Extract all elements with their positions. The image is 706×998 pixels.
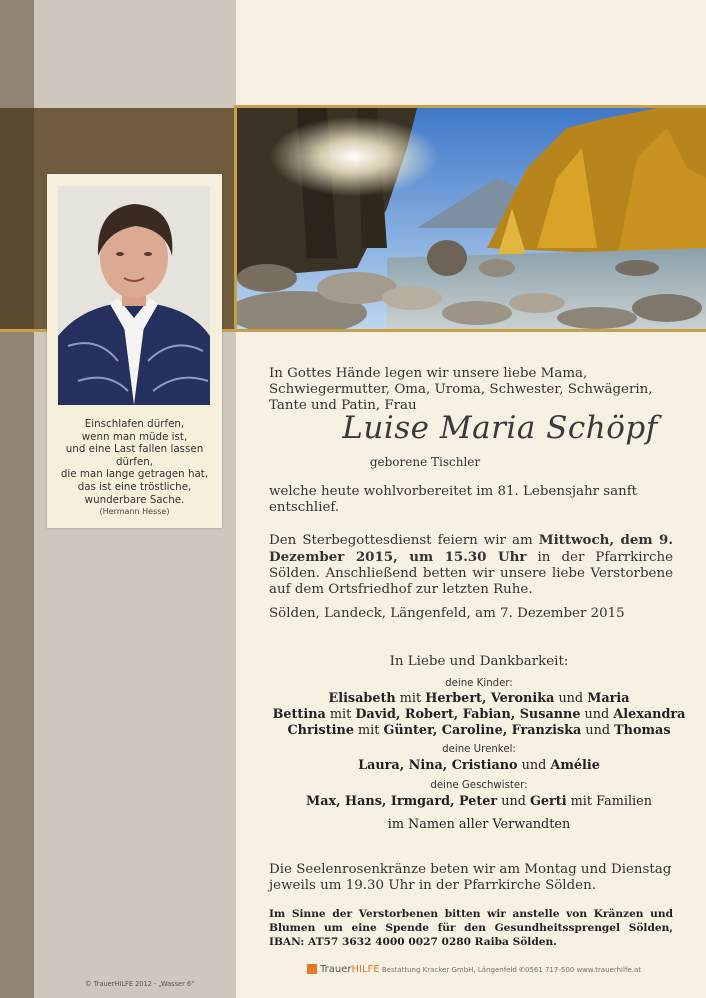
spouse-names: Herbert, Veronika: [425, 691, 555, 706]
spouse-names: Günter, Caroline, Franziska: [383, 723, 582, 738]
service-pre: Den Sterbegottesdienst feiern wir am: [269, 533, 539, 548]
quote-line: und eine Last fallen lassen dürfen,: [65, 443, 204, 468]
quote-line: wunderbare Sache.: [84, 493, 185, 506]
gratitude-heading: In Liebe und Dankbarkeit:: [389, 654, 569, 669]
service-text: [269, 532, 673, 598]
quote-attribution: (Hermann Hesse): [99, 507, 170, 517]
relatives-line: im Namen aller Verwandten: [387, 817, 571, 832]
portrait-photo: [58, 186, 210, 405]
connector: und: [554, 691, 588, 706]
landscape-photo: [237, 108, 706, 329]
connector: und: [497, 794, 530, 809]
connector: mit: [395, 691, 426, 706]
great-grandchild-name: Amélie: [550, 758, 600, 773]
passing-text: welche heute wohlvorbereitet im 81. Lebensjahr sanft entschlief.: [269, 484, 638, 515]
spouse-names: Alexandra: [613, 707, 686, 722]
siblings-suffix: mit Familien: [566, 794, 652, 809]
child-name: Elisabeth: [328, 691, 396, 706]
great-grandchildren-heading: deine Urenkel:: [442, 744, 516, 755]
footer-copyright: © TrauerHILFE 2012 - „Wasser 6“: [85, 980, 195, 988]
maiden-name: geborene Tischler: [369, 455, 481, 469]
spouse-names: Thomas: [614, 723, 671, 738]
connector: und: [581, 723, 615, 738]
spouse-names: Maria: [587, 691, 630, 706]
children-line: [269, 707, 689, 723]
quote-line: Einschlafen dürfen,: [84, 418, 185, 430]
donation-text: Im Sinne der Verstorbenen bitten wir anstelle von Kränzen und Blumen um eine Spende für den Gesundheitssprengel Sölden, IBAN: AT57 3632 4000 0027 0280 Raiba Sölden.: [269, 908, 673, 948]
connector: mit: [353, 723, 384, 738]
great-grandchildren-names: Laura, Nina, Cristiano: [358, 758, 518, 773]
children-line: [269, 691, 689, 707]
sibling-names: Max, Hans, Irmgard, Peter: [306, 794, 498, 809]
connector: und: [517, 758, 551, 773]
children-line: [269, 723, 689, 739]
intro-text: In Gottes Hände legen wir unsere liebe Mama, Schwiegermutter, Oma, Uroma, Schwester, Schwägerin, Tante und Patin, Frau: [269, 366, 653, 413]
footer-contact: Bestattung Kracker GmbH, Längenfeld ✆0561 717-500 www.trauerhilfe.at: [379, 966, 641, 974]
child-name: Bettina: [272, 707, 326, 722]
sibling-name: Gerti: [529, 794, 567, 809]
place-date: Sölden, Landeck, Längenfeld, am 7. Dezember 2015: [269, 606, 625, 621]
service-date: Mittwoch, dem 9. Dezember 2015, um 15.30 Uhr: [269, 532, 673, 565]
siblings-line: [269, 794, 689, 810]
brand-part: HILFE: [351, 964, 380, 975]
connector: mit: [325, 707, 356, 722]
children-heading: deine Kinder:: [445, 678, 513, 689]
service-post: in der Pfarrkirche Sölden. Anschließend betten wir unsere liebe Verstorbene auf dem Ortsfriedhof zur letzten Ruhe.: [269, 550, 673, 597]
quote-line: das ist eine tröstliche,: [77, 480, 192, 493]
gold-rule-bottom: [236, 329, 706, 332]
footer-brand: [320, 964, 380, 975]
trauerhilfe-logo-icon: [307, 964, 317, 974]
quote-line: wenn man müde ist,: [81, 430, 188, 443]
quote-line: die man lange getragen hat,: [60, 468, 209, 481]
connector: und: [580, 707, 614, 722]
footer-company: [307, 964, 641, 975]
siblings-heading: deine Geschwister:: [430, 780, 528, 791]
child-name: Christine: [287, 723, 354, 738]
deceased-name: Luise Maria Schöpf: [342, 410, 658, 446]
brown-band-dark: [0, 108, 34, 332]
brand-part: Trauer: [320, 964, 352, 975]
spouse-names: David, Robert, Fabian, Susanne: [355, 707, 581, 722]
great-grandchildren-line: [269, 758, 689, 774]
rosary-text: Die Seelenrosenkränze beten wir am Montag und Dienstag jeweils um 19.30 Uhr in der Pfarrkirche Sölden.: [269, 862, 672, 893]
quote-block: [47, 418, 222, 519]
